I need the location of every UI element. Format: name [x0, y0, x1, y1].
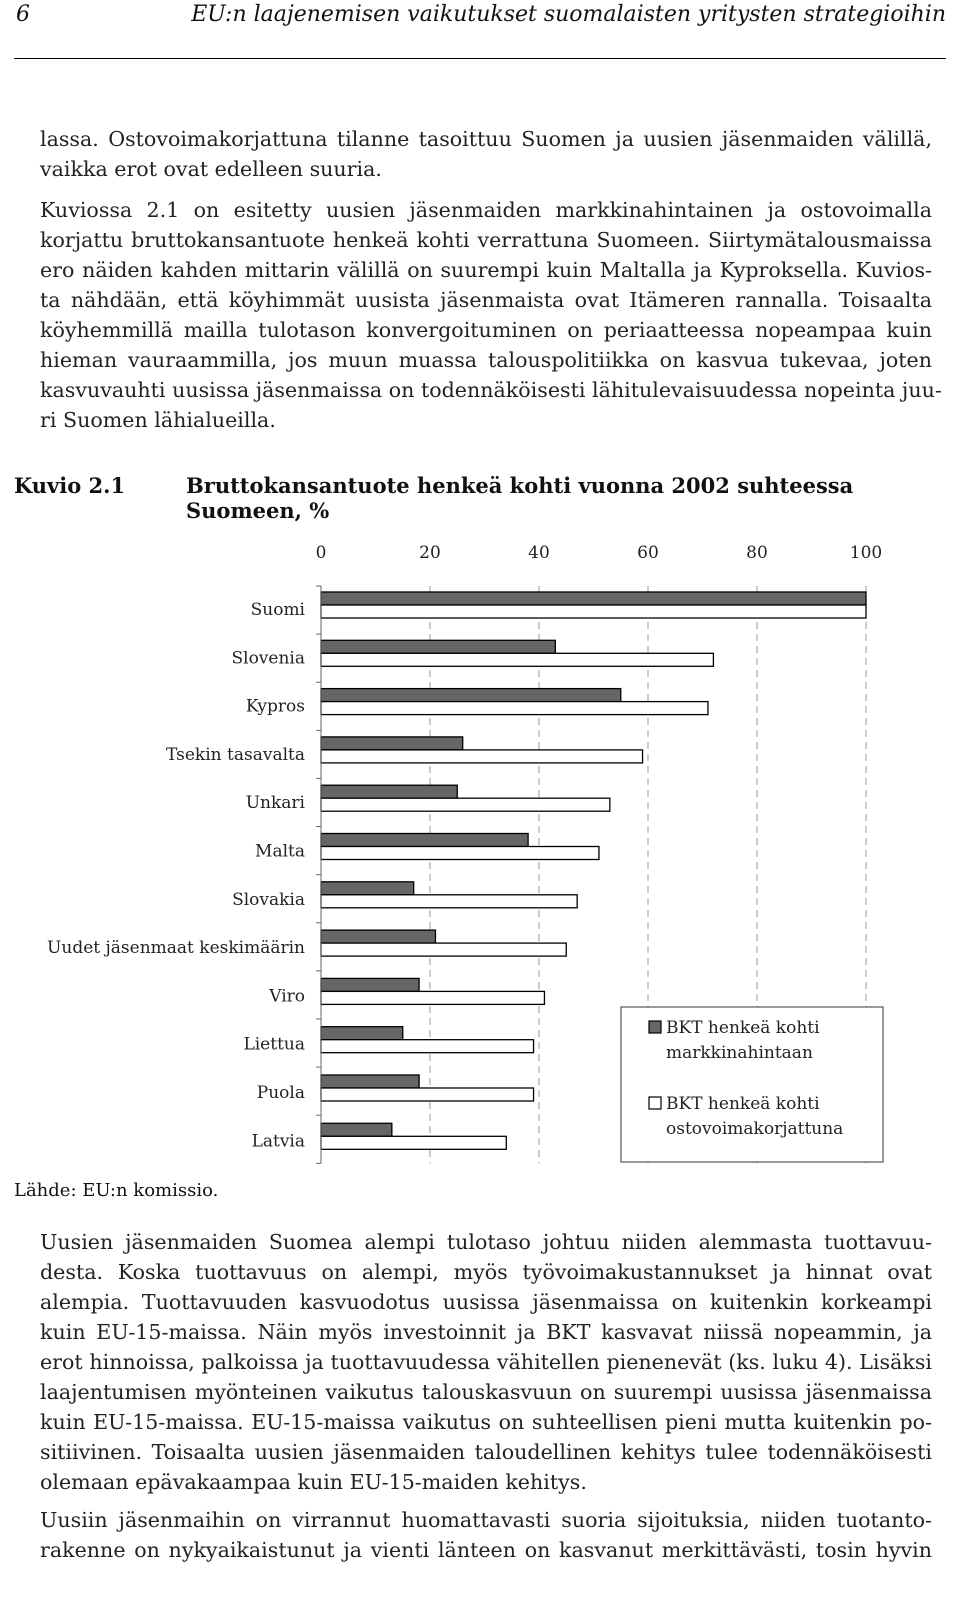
- figure-title: Bruttokansantuote henkeä kohti vuonna 2002 suhteessa Suomeen, %: [186, 473, 854, 523]
- bar: [321, 895, 577, 908]
- bar-chart: [0, 530, 960, 1170]
- bar: [321, 882, 414, 895]
- bar: [321, 930, 435, 943]
- category-label: Slovenia: [231, 648, 305, 669]
- bar: [321, 1075, 419, 1088]
- category-label: Slovakia: [232, 889, 305, 910]
- x-tick-label: 40: [528, 543, 550, 563]
- legend-label: markkinahintaan: [666, 1043, 813, 1063]
- category-labels: [47, 600, 306, 1151]
- x-tick-label: 60: [637, 543, 659, 563]
- text-line: Kuviossa 2.1 on esitetty uusien jäsenmaiden markkinahintainen ja ostovoimalla: [40, 198, 932, 222]
- category-label: Suomi: [250, 600, 305, 620]
- category-label: Viro: [269, 986, 305, 1007]
- figure-source: Lähde: EU:n komissio.: [14, 1180, 219, 1201]
- category-label: Unkari: [245, 793, 305, 814]
- page-header: [0, 0, 960, 64]
- category-label: Puola: [256, 1083, 305, 1103]
- intro-paragraph: [40, 124, 932, 184]
- text-line: kuin EU-15-maissa. Näin myös investoinnit ja BKT kasvavat niissä nopeammin, ja: [40, 1320, 932, 1344]
- bar: [321, 640, 555, 653]
- text-line: kasvuvauhti uusissa jäsenmaissa on todennäköisesti lähitulevaisuudessa nopeinta juu-: [40, 378, 942, 402]
- legend-swatch: [649, 1097, 661, 1109]
- bar: [321, 847, 599, 860]
- text-line: köyhemmillä mailla tulotason konvergoituminen on periaatteessa nopeampaa kuin: [40, 318, 932, 342]
- bar: [321, 702, 708, 715]
- bar: [321, 605, 866, 618]
- text-line: lassa. Ostovoimakorjattuna tilanne tasoittuu Suomen ja uusien jäsenmaiden välillä,: [40, 127, 932, 151]
- text-line: Uusien jäsenmaiden Suomea alempi tulotaso johtuu niiden alemmasta tuottavuu-: [40, 1230, 932, 1254]
- paragraph-4: [40, 1505, 932, 1565]
- text-line: hieman vauraammilla, jos muun muassa talouspolitiikka on kasvua tukevaa, joten: [40, 348, 932, 372]
- page-number: 6: [16, 2, 30, 27]
- category-label: Tsekin tasavalta: [166, 744, 305, 765]
- legend-swatch: [649, 1021, 661, 1033]
- figure-label: Kuvio 2.1: [14, 473, 126, 498]
- category-label: Kypros: [245, 696, 305, 717]
- text-line: alempia. Tuottavuuden kasvuodotus uusissa jäsenmaissa on kuitenkin korkeampi: [40, 1290, 932, 1314]
- text-line: ero näiden kahden mittarin välillä on suurempi kuin Maltalla ja Kyproksella. Kuvios-: [40, 258, 932, 282]
- paragraph-2: [40, 195, 942, 435]
- text-line: erot hinnoissa, palkoissa ja tuottavuudessa vähitellen pienenevät (ks. luku 4). Lisäksi: [40, 1350, 932, 1374]
- legend-label: BKT henkeä kohti: [666, 1018, 820, 1038]
- bar: [321, 991, 544, 1004]
- bar: [321, 943, 566, 956]
- paragraph-3: [40, 1227, 932, 1497]
- bar: [321, 689, 621, 702]
- category-label: Liettua: [243, 1034, 305, 1055]
- category-label: Uudet jäsenmaat keskimäärin: [47, 938, 305, 959]
- legend-label: ostovoimakorjattuna: [666, 1119, 844, 1139]
- bar: [321, 785, 457, 798]
- bar: [321, 750, 643, 763]
- category-label: Latvia: [251, 1131, 305, 1152]
- bar: [321, 737, 463, 750]
- x-tick-label: 20: [419, 543, 441, 563]
- text-line: olemaan epävakaampaa kuin EU-15-maiden kehitys.: [40, 1470, 587, 1494]
- header-rule: [14, 58, 946, 59]
- text-line: kuin EU-15-maissa. EU-15-maissa vaikutus on suhteellisen pieni mutta kuitenkin po-: [40, 1410, 932, 1434]
- bar: [321, 1088, 534, 1101]
- bar: [321, 1040, 534, 1053]
- bar: [321, 978, 419, 991]
- text-line: ri Suomen lähialueilla.: [40, 408, 276, 432]
- text-line: ta nähdään, että köyhimmät uusista jäsenmaista ovat Itämeren rannalla. Toisaalta: [40, 288, 932, 312]
- legend-label: BKT henkeä kohti: [666, 1094, 820, 1114]
- x-tick-label: 80: [746, 543, 768, 563]
- x-tick-labels: [316, 543, 883, 563]
- category-label: Malta: [255, 841, 305, 862]
- bar: [321, 653, 713, 666]
- bar: [321, 1123, 392, 1136]
- bar: [321, 1027, 403, 1040]
- x-tick-label: 0: [315, 543, 327, 563]
- text-line: sitiivinen. Toisaalta uusien jäsenmaiden taloudellinen kehitys tulee todennäköisesti: [40, 1440, 932, 1464]
- running-title: EU:n laajenemisen vaikutukset suomalaisten yritysten strategioihin: [191, 2, 946, 27]
- bar: [321, 592, 866, 605]
- x-tick-label: 100: [849, 543, 883, 563]
- bar: [321, 834, 528, 847]
- legend: [621, 1007, 883, 1162]
- text-line: vaikka erot ovat edelleen suuria.: [40, 157, 382, 181]
- bar: [321, 798, 610, 811]
- text-line: desta. Koska tuottavuus on alempi, myös työvoimakustannukset ja hinnat ovat: [40, 1260, 932, 1284]
- text-line: Uusiin jäsenmaihin on virrannut huomattavasti suoria sijoituksia, niiden tuotanto-: [40, 1508, 932, 1532]
- text-line: laajentumisen myönteinen vaikutus talouskasvuun on suurempi uusissa jäsenmaissa: [40, 1380, 932, 1404]
- text-line: rakenne on nykyaikaistunut ja vienti länteen on kasvanut merkittävästi, tosin hyvin: [40, 1538, 932, 1562]
- y-axis: [316, 586, 321, 1163]
- bar: [321, 1136, 506, 1149]
- text-line: korjattu bruttokansantuote henkeä kohti verrattuna Suomeen. Siirtymätalousmaissa: [40, 228, 932, 252]
